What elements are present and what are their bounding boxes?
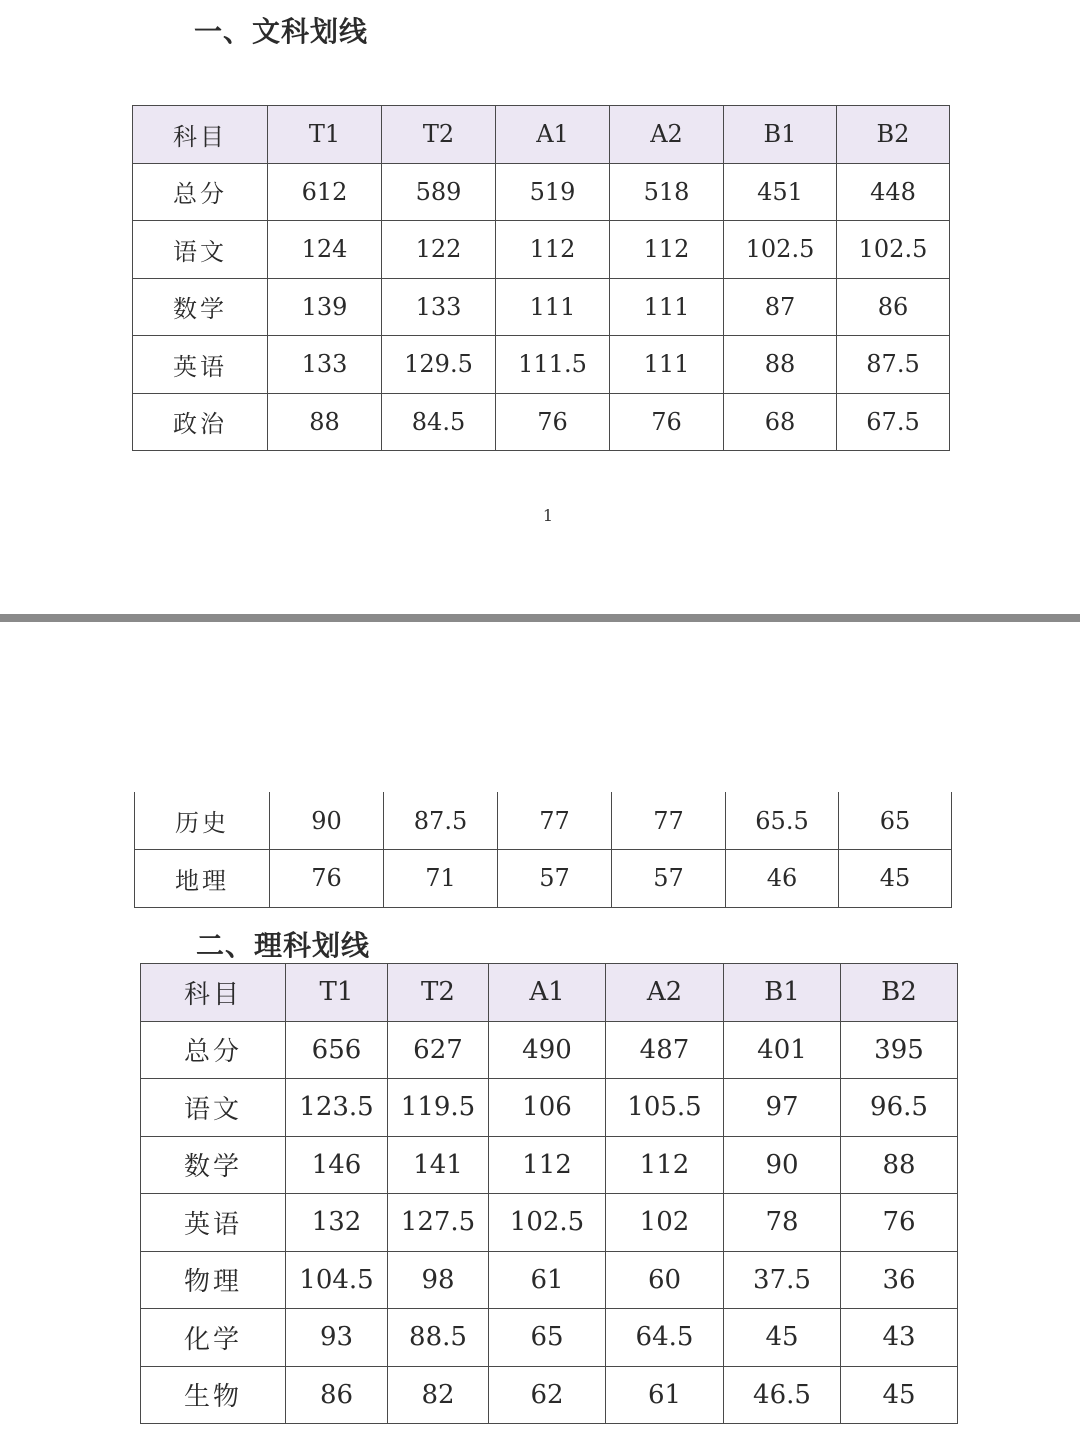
score-cell: 77 xyxy=(612,792,726,850)
score-cell: 123.5 xyxy=(286,1079,388,1137)
score-cell: 146 xyxy=(286,1136,388,1194)
score-cell: 60 xyxy=(606,1251,724,1309)
table-row xyxy=(133,278,950,336)
score-cell: 451 xyxy=(724,163,837,221)
header-cell: 科目 xyxy=(141,964,286,1022)
score-cell: 87.5 xyxy=(837,336,950,394)
score-cell: 139 xyxy=(268,278,382,336)
table-row xyxy=(133,221,950,279)
score-cell: 90 xyxy=(270,792,384,850)
score-cell: 88 xyxy=(268,393,382,451)
score-cell: 487 xyxy=(606,1021,724,1079)
table-header-row xyxy=(141,964,958,1022)
document-page-1 xyxy=(0,0,1080,614)
score-cell: 76 xyxy=(841,1194,958,1252)
table-row xyxy=(141,1309,958,1367)
score-cell: 119.5 xyxy=(388,1079,489,1137)
score-cell: 141 xyxy=(388,1136,489,1194)
table-row xyxy=(141,1021,958,1079)
score-cell: 88 xyxy=(724,336,837,394)
score-cell: 45 xyxy=(724,1309,841,1367)
subject-label: 地理 xyxy=(135,850,270,908)
header-cell: A1 xyxy=(496,106,610,164)
table-row xyxy=(141,1251,958,1309)
score-cell: 65.5 xyxy=(726,792,839,850)
page-number: 1 xyxy=(542,506,554,525)
score-cell: 93 xyxy=(286,1309,388,1367)
header-cell: B1 xyxy=(724,964,841,1022)
score-cell: 112 xyxy=(489,1136,606,1194)
liberal-arts-score-table xyxy=(132,105,950,451)
score-cell: 61 xyxy=(606,1366,724,1424)
subject-label: 英语 xyxy=(141,1194,286,1252)
subject-label: 总分 xyxy=(141,1021,286,1079)
score-cell: 111 xyxy=(496,278,610,336)
table-row xyxy=(133,163,950,221)
score-cell: 65 xyxy=(839,792,952,850)
header-cell: B1 xyxy=(724,106,837,164)
score-cell: 656 xyxy=(286,1021,388,1079)
score-cell: 112 xyxy=(496,221,610,279)
score-cell: 518 xyxy=(610,163,724,221)
score-cell: 86 xyxy=(286,1366,388,1424)
score-cell: 102.5 xyxy=(837,221,950,279)
score-cell: 67.5 xyxy=(837,393,950,451)
score-cell: 84.5 xyxy=(382,393,496,451)
subject-label: 化学 xyxy=(141,1309,286,1367)
header-cell: B2 xyxy=(841,964,958,1022)
header-cell: T2 xyxy=(382,106,496,164)
table-header-row xyxy=(133,106,950,164)
score-cell: 45 xyxy=(839,850,952,908)
score-cell: 61 xyxy=(489,1251,606,1309)
subject-label: 语文 xyxy=(133,221,268,279)
table-row xyxy=(133,393,950,451)
table-row xyxy=(141,1366,958,1424)
score-cell: 401 xyxy=(724,1021,841,1079)
score-cell: 627 xyxy=(388,1021,489,1079)
score-cell: 102.5 xyxy=(489,1194,606,1252)
section-title-science: 二、理科划线 xyxy=(196,929,371,962)
score-cell: 104.5 xyxy=(286,1251,388,1309)
score-cell: 111.5 xyxy=(496,336,610,394)
header-cell: A1 xyxy=(489,964,606,1022)
score-cell: 106 xyxy=(489,1079,606,1137)
score-cell: 133 xyxy=(382,278,496,336)
score-cell: 76 xyxy=(610,393,724,451)
header-cell: 科目 xyxy=(133,106,268,164)
score-cell: 88 xyxy=(841,1136,958,1194)
score-cell: 448 xyxy=(837,163,950,221)
table-row xyxy=(135,850,952,908)
score-cell: 57 xyxy=(612,850,726,908)
score-cell: 132 xyxy=(286,1194,388,1252)
subject-label: 总分 xyxy=(133,163,268,221)
score-cell: 36 xyxy=(841,1251,958,1309)
score-cell: 124 xyxy=(268,221,382,279)
score-cell: 519 xyxy=(496,163,610,221)
score-cell: 64.5 xyxy=(606,1309,724,1367)
subject-label: 历史 xyxy=(135,792,270,850)
score-cell: 87 xyxy=(724,278,837,336)
score-cell: 87.5 xyxy=(384,792,498,850)
header-cell: B2 xyxy=(837,106,950,164)
score-cell: 112 xyxy=(610,221,724,279)
score-cell: 77 xyxy=(498,792,612,850)
score-cell: 43 xyxy=(841,1309,958,1367)
score-cell: 127.5 xyxy=(388,1194,489,1252)
score-cell: 102 xyxy=(606,1194,724,1252)
score-cell: 96.5 xyxy=(841,1079,958,1137)
score-cell: 62 xyxy=(489,1366,606,1424)
score-cell: 45 xyxy=(841,1366,958,1424)
score-cell: 46.5 xyxy=(724,1366,841,1424)
score-cell: 65 xyxy=(489,1309,606,1367)
score-cell: 76 xyxy=(496,393,610,451)
score-cell: 98 xyxy=(388,1251,489,1309)
score-cell: 68 xyxy=(724,393,837,451)
score-cell: 86 xyxy=(837,278,950,336)
score-cell: 102.5 xyxy=(724,221,837,279)
table-row xyxy=(141,1194,958,1252)
score-cell: 82 xyxy=(388,1366,489,1424)
table-row xyxy=(133,336,950,394)
score-cell: 612 xyxy=(268,163,382,221)
section-title-liberal-arts: 一、文科划线 xyxy=(194,15,369,48)
page-separator xyxy=(0,614,1080,622)
header-cell: T1 xyxy=(286,964,388,1022)
score-cell: 76 xyxy=(270,850,384,908)
liberal-arts-table-continued xyxy=(134,792,952,908)
score-cell: 129.5 xyxy=(382,336,496,394)
score-cell: 111 xyxy=(610,336,724,394)
score-cell: 133 xyxy=(268,336,382,394)
score-cell: 71 xyxy=(384,850,498,908)
subject-label: 数学 xyxy=(133,278,268,336)
header-cell: T2 xyxy=(388,964,489,1022)
score-cell: 395 xyxy=(841,1021,958,1079)
science-score-table xyxy=(140,963,958,1424)
score-cell: 97 xyxy=(724,1079,841,1137)
score-cell: 105.5 xyxy=(606,1079,724,1137)
subject-label: 政治 xyxy=(133,393,268,451)
subject-label: 数学 xyxy=(141,1136,286,1194)
score-cell: 111 xyxy=(610,278,724,336)
subject-label: 英语 xyxy=(133,336,268,394)
score-cell: 112 xyxy=(606,1136,724,1194)
score-cell: 122 xyxy=(382,221,496,279)
header-cell: A2 xyxy=(610,106,724,164)
score-cell: 490 xyxy=(489,1021,606,1079)
score-cell: 78 xyxy=(724,1194,841,1252)
score-cell: 589 xyxy=(382,163,496,221)
table-row xyxy=(141,1136,958,1194)
score-cell: 57 xyxy=(498,850,612,908)
subject-label: 语文 xyxy=(141,1079,286,1137)
score-cell: 88.5 xyxy=(388,1309,489,1367)
score-cell: 37.5 xyxy=(724,1251,841,1309)
header-cell: T1 xyxy=(268,106,382,164)
header-cell: A2 xyxy=(606,964,724,1022)
subject-label: 物理 xyxy=(141,1251,286,1309)
score-cell: 46 xyxy=(726,850,839,908)
table-row xyxy=(135,792,952,850)
subject-label: 生物 xyxy=(141,1366,286,1424)
score-cell: 90 xyxy=(724,1136,841,1194)
table-row xyxy=(141,1079,958,1137)
